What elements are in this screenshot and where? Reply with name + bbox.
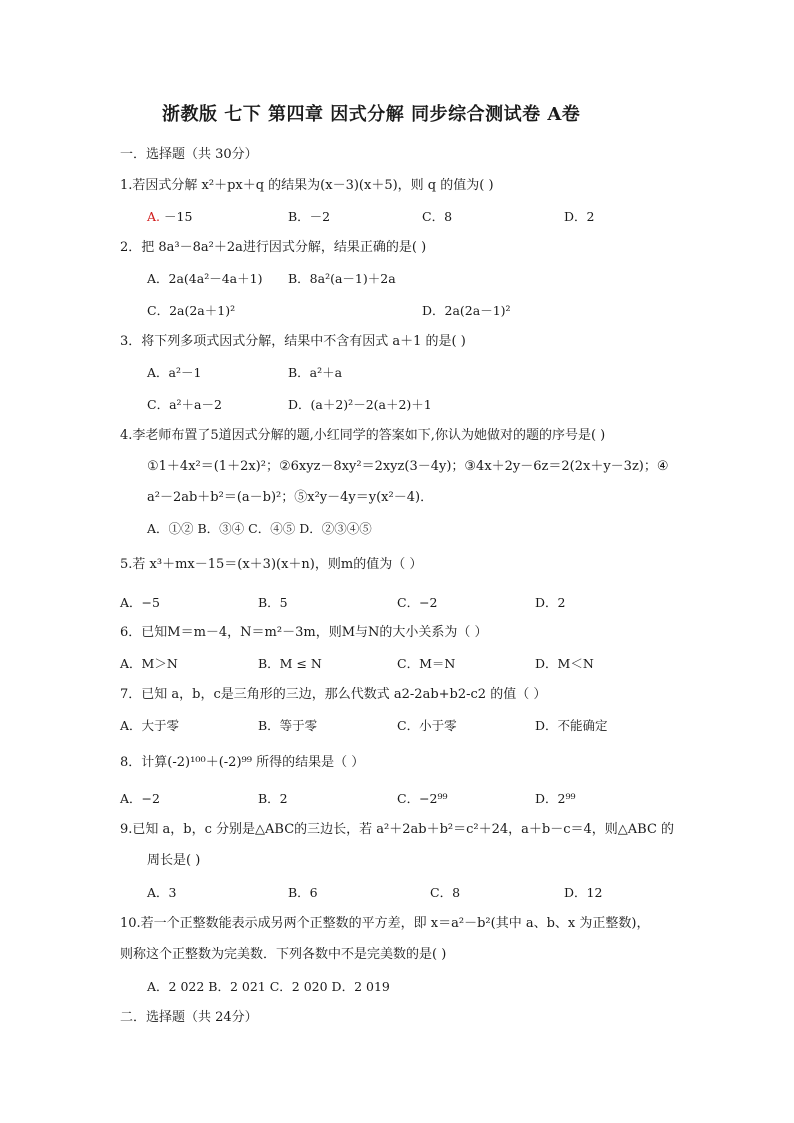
question-9-option-c: C．8 [430,885,461,900]
question-5-option-c: C．−2 [397,595,438,610]
question-9-option-b: B．6 [288,885,318,900]
question-4-stem: 4.李老师布置了5道因式分解的题,小红同学的答案如下,你认为她做对的题的序号是( ) [120,428,606,443]
question-10-line-2: 则称这个正整数为完美数．下列各数中不是完美数的是( ) [120,947,447,962]
question-2-option-c: C．2a(2a＋1)² [147,303,236,318]
question-8-stem: 8．计算(-2)¹⁰⁰＋(-2)⁹⁹ 所得的结果是（ ） [120,755,365,770]
section-heading-2: 二．选择题（共 24分） [120,1010,258,1025]
question-8-option-a: A．−2 [120,791,160,806]
question-5-option-d: D．2 [535,595,566,610]
question-5-stem: 5.若 x³＋mx－15＝(x＋3)(x＋n)，则m的值为（ ） [120,557,423,572]
question-3-option-a: A．a²－1 [147,365,202,380]
question-8-option-d: D．2⁹⁹ [535,791,576,806]
question-6-option-b: B．M ≤ N [258,656,322,671]
question-6-stem: 6．已知M＝m－4，N＝m²－3m，则M与N的大小关系为（ ） [120,625,488,640]
option-a-value: －15 [160,209,193,224]
question-1-option-d: D．2 [564,209,595,224]
option-a-letter: A. [147,209,161,224]
question-2-option-a: A．2a(4a²－4a＋1) [147,271,263,286]
question-2-stem: 2．把 8a³－8a²＋2a进行因式分解，结果正确的是( ) [120,240,427,255]
question-6-option-d: D．M＜N [535,656,594,671]
question-8-option-b: B．2 [258,791,288,806]
question-9-option-d: D．12 [564,885,603,900]
question-7-option-d: D．不能确定 [535,718,608,733]
question-9-stem: 9.已知 a，b，c 分别是△ABC的三边长，若 a²＋2ab＋b²＝c²＋24，a＋b－c＝4，则△ABC 的 [120,822,675,837]
question-10-options: A．2 022 B．2 021 C．2 020 D．2 019 [147,979,390,994]
question-5-option-a: A．−5 [120,595,160,610]
question-2-option-b: B．8a²(a－1)＋2a [288,271,396,286]
question-3-option-c: C．a²＋a－2 [147,397,222,412]
question-7-option-b: B．等于零 [258,718,318,733]
question-1-option-a [147,208,192,226]
section-heading-1: 一．选择题（共 30分） [120,147,258,162]
question-6-option-a: A．M＞N [120,656,178,671]
question-1-stem: 1.若因式分解 x²＋px＋q 的结果为(x－3)(x＋5)，则 q 的值为( ) [120,178,494,193]
question-7-option-c: C．小于零 [397,718,457,733]
question-7-option-a: A．大于零 [120,718,180,733]
question-6-option-c: C．M＝N [397,656,456,671]
question-10-stem: 10.若一个正整数能表示成另两个正整数的平方差，即 x＝a²－b²(其中 a、b、x 为正整数)， [120,916,650,931]
question-7-stem: 7．已知 a，b，c是三角形的三边，那么代数式 a2-2ab+b2-c2 的值（ ） [120,687,547,702]
question-1-option-c: C．8 [422,209,453,224]
question-4-line-2: ①1＋4x²＝(1＋2x)²；②6xyz－8xy²＝2xyz(3－4y)；③4x＋2y－6z＝2(2x＋y－3z)；④ [147,459,669,474]
question-3-option-d: D．(a＋2)²－2(a＋2)＋1 [288,397,432,412]
question-8-option-c: C．−2⁹⁹ [397,791,448,806]
question-5-option-b: B．5 [258,595,288,610]
question-9-option-a: A．3 [147,885,177,900]
question-3-option-b: B．a²＋a [288,365,343,380]
question-2-option-d: D．2a(2a－1)² [422,303,511,318]
question-9-line-2: 周长是( ) [147,853,201,868]
page-title: 浙教版 七下 第四章 因式分解 同步综合测试卷 A卷 [162,104,581,125]
question-4-line-3: a²－2ab＋b²＝(a－b)²；⑤x²y－4y＝y(x²－4)． [147,490,434,505]
question-3-stem: 3．将下列多项式因式分解，结果中不含有因式 a＋1 的是( ) [120,334,466,349]
question-1-option-b: B．－2 [288,209,331,224]
question-4-options: A．①② B．③④ C．④⑤ D．②③④⑤ [147,521,372,536]
